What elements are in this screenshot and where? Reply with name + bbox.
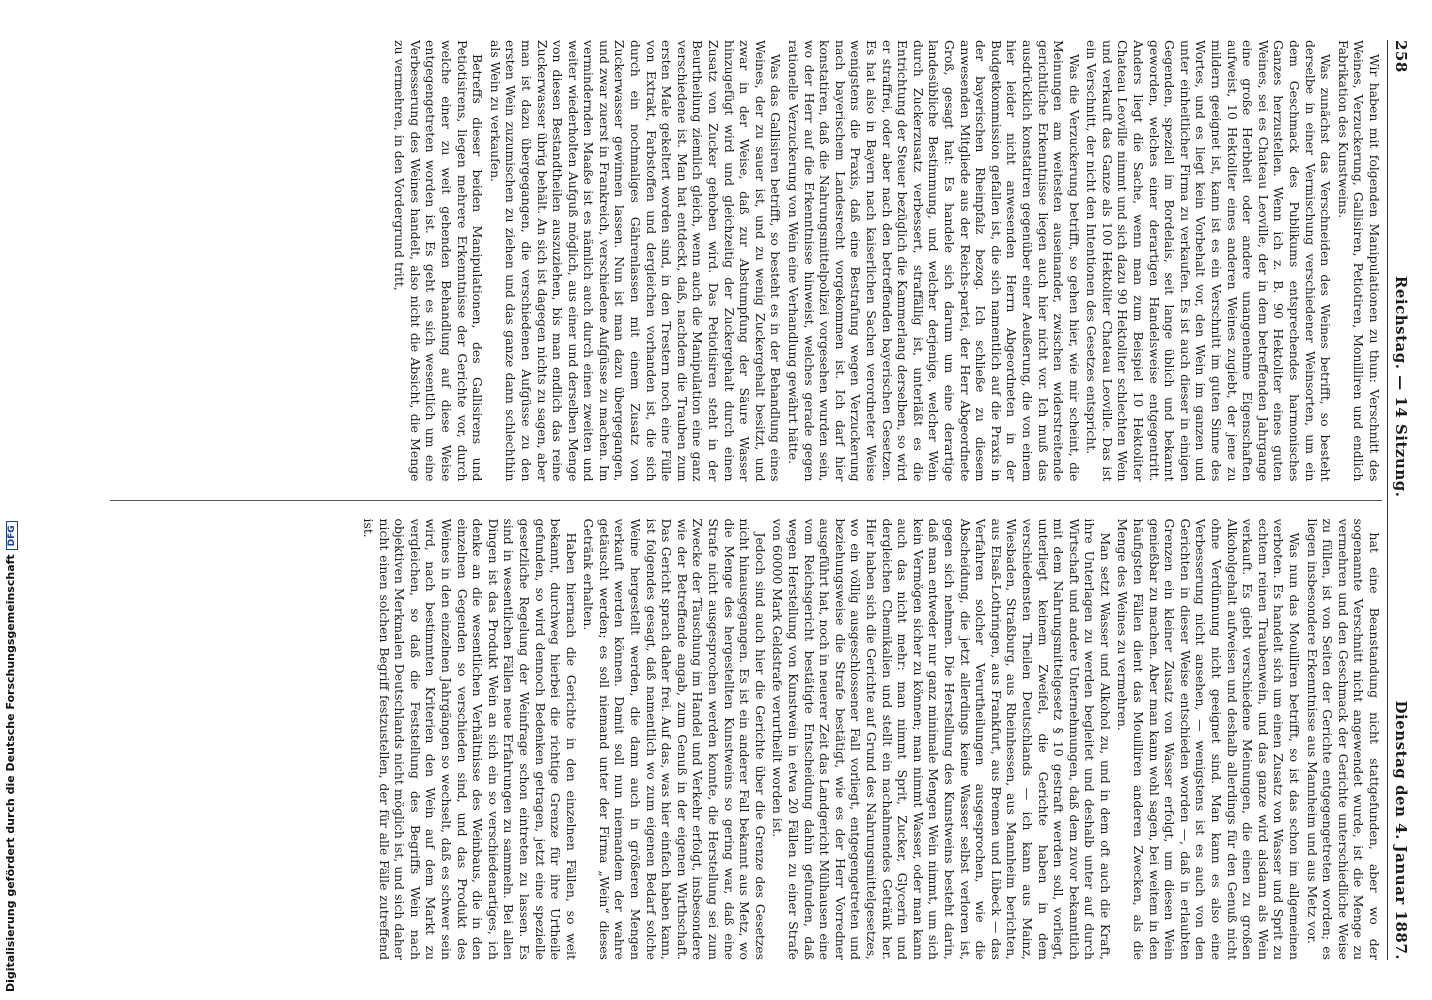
paragraph: hat eine Beanstandung nicht stattgefunden, aber wo der sogenannte Verschnitt nicht angewendet wurde, ist die Menge zu vermehren und den Geschmack der Gerichte unterschiedliche Weise zu füllen, ist von Seiten der Gerichte entgegengetreten worden; es liegen insbesondere Erkenntnisse aus Mannheim und aus Metz vor. — [1304, 518, 1382, 960]
page-header — [1387, 40, 1414, 960]
paragraph: Was die Verzuckerung betrifft, so gehen hier, wie mir scheint, die Meinungen am weitesten auseinander, zwischen widerstreitende gerichtliche Erkenntnisse liegen auch hier nicht vor. Ich muß das ausdrücklich konstatiren gegenüber einer Aeußerung, die von einem hier leider nicht anwesenden Herrn Abgeordneten in der Budgetkommission gefallen ist, die sich namentlich auf die Praxis in der bayerischen Rheinpfalz bezog. Ich schließe zu diesem anwesenden Mitgliede aus der Reichs-partei, der Herr Abgeordnete Groß, gesagt hat: Es handele sich darum um eine derartige landesübliche Bestimmung, und welcher derjenige, welcher Wein durch Zuckerzusatz verbessert, straffällig ist, unterläßt es die Entrichtung der Steuer bezüglich die Kammerlang derselben, so wird er straffrei, oder aber nach den betreffenden bayerischen Gesetzen. Es hat also in Bayern nach kaiserlichen Sachen verordneter Weise wenigstens die Praxis, daß eine Bestrafung wegen Verzuckerung nach bayerischem Landesrecht vorgekommen ist. Ich darf hier konstatiren, daß die Nahrungsmittelpolizei vorgesehen wurden sein, wo der Herr auf die Erkenntnisse hinweist, welches gerade gegen rationelle Verzuckerung von Wein eine Verhandlung gewährt hätte. — [786, 40, 1082, 482]
paragraph: Jedoch sind auch hier die Gerichte über die Grenze des Gesetzes nicht hinausgegangen. Es ist ein anderer Fall bekannt aus Metz, wo die Menge des hergestellten Kunstweins so gering war, daß eine Strafe nicht ausgesprochen werden konnte, die Herstellung sei zum Zwecke der Täuschung im Handel und Verkehr erfolgt, insbesondere wie der Betreffende angab, zum Genuß in der eigenen Wirthschaft. Das Gericht sprach daher frei. Auf das, was hier einfach haben kann, ist folgendes gesagt, daß namentlich wo zum eigenen Bedarf solche Weine hergestellt werden, die dann auch in größeren Mengen verkauft werden können. Damit soll nun niemandem der wahre getäuscht werden; es soll niemand unter der Firma „Wein“ dieses Getränk erhalten. — [581, 518, 768, 960]
digitization-stamp — [0, 0, 22, 1000]
dfg-logo: DFG — [6, 521, 18, 550]
right-column — [110, 519, 1382, 961]
text-columns — [110, 40, 1382, 960]
paragraph: Betreffs dieser beiden Manipulationen, des Gallisirens und Petiotisirens, liegen mehrere Erkenntnisse der Gerichte vor, durch welche einer zu weit gehenden Behandlung auf diese Weise entgegengetreten worden ist. Es geht es sich wesentlich um eine Verbesserung des Weines handelt, also nicht die Absicht, die Menge zu vermehren, in den Vordergrund tritt, — [392, 40, 486, 482]
digitization-credit — [4, 521, 18, 992]
paragraph: Was das Gallisiren betrifft, so besteht es in der Behandlung eines Weines, der zu sauer ist, und zu wenig Zuckergehalt besitzt, und zwar in der Weise, daß zur Abstumpfung der Säure Wasser hinzugefügt wird und gleichzeitig der Zuckergehalt durch einen Zusatz von Zucker gehoben wird. Das Petiotisiren steht in der Beurtheilung ziemlich gleich, wenn auch die Manipulation eine ganz verschiedene ist. Man hat entdeckt, daß, nachdem die Trauben zum ersten Male gekeltert worden sind, in den Trestern noch eine Fülle von Extrakt, Farbstoffen und dergleichen vorhanden ist, die sich durch ein nochmaliges Gährenlassen mit einem Zusatz von Zuckerwasser gewinnen lassen. Nun ist man dazu übergegangen, und zwar zuerst in Frankreich, verschiedene Aufgüsse zu machen. Im vermindernden Maaße ist es nämlich auch durch einen zweiten und weiter wiederholten Aufguß möglich, aus einer und derselben Menge von diesen Bestandtheilen auszuziehen, bis man endlich das reine Zuckerwasser übrig behält. An sich ist dagegen nichts zu sagen, aber man ist dazu übergegangen, die verschiedenen Aufgüsse zu den ersten Wein zuzumischen zu ziehen und das ganze dann schlechthin als Wein zu verkaufen. — [487, 40, 784, 482]
paragraph: Wir haben mit folgenden Manipulationen zu thun: Verschnitt des Weines, Verzuckerung, Gallisiren, Petiotiren, Monilliren und endlich Fabrikation des Kunstweins. — [1335, 40, 1382, 482]
page-number: 258 — [1392, 40, 1410, 73]
paragraph: Was nun das Mouilliren betrifft, so ist das schon im allgemeinen verboten. Es handelt sich um einen Zusatz von Wasser und Sprit zu echtem reinen Traubenwein, und das ganze wird alsdann als Wein verkauft. Es giebt verschiedene Meinungen, die einen zu großen Alkoholgehalt aufweisen und deshalb allerdings für den Genuß nicht ohne Verdünnung nicht geeignet sind. Man kann es also eine Verbesserung nicht ansehen, — wenigstens ist es auch von den Gerichten in dieser Weise entschieden worden —, daß in erlaubten Grenzen ein kleiner Zusatz von Wasser erfolgt, um diesen Wein genießbar zu machen. Aber man kann wohl sagen, bei weitem in den häufigsten Fällen dient das Mouilliren anderen Zwecken, als die Menge des Weines zu vermehren. — [1115, 518, 1303, 960]
digitization-credit-text: Digitalisierung gefördert durch die Deutsche Forschungsgemeinschaft — [4, 554, 17, 992]
left-column — [110, 40, 1382, 482]
paragraph: Was zunächst das Verschneiden des Weines betrifft, so besteht derselbe in einer Vermischung verschiedener Weinsorten, um ein dem Geschmack des Publikums entsprechendes harmonisches Ganzes herzustellen. Wenn ich z. B. 90 Hektoliter eines guten Weines, sei es Chateau Leoville, der in dem betreffenden Jahrgange eine große Herbheit oder andere unangenehme Eigenschaften aufweist, 10 Hektoliter eines anderen Weines zugiebt, der jene zu mildern geeignet ist, kann ist es ein Verschnitt im guten Sinne des Wortes, und es liegt kein Vorbehalt vor, den Wein im ganzen und unter einheitlicher Firma zu verkaufen. Es ist auch dieser in einigen Gegenden, speziell im Bordelais, seit lange üblich und bekannt geworden, welches einer derartigen Handelsweise entgegentritt. Anders liegt die Sache, wenn man zum Beispiel 10 Hektoliter Chateau Leoville nimmt und sich dazu 90 Hektoliter schlechten Wein und verkauft das Ganze als 100 Hektoliter Chateau Leoville. Das ist ein Verschnitt, der nicht den Intentionen des Gesetzes entspricht. — [1084, 40, 1334, 482]
paragraph: Man setzt Wasser und Alkohol zu, und in dem oft auch die Kraft, ihre Unterlagen zu werden begleitet und deshalb unter auf durch Wirtschaft und andere Unternehmungen, daß dem zuvor bekanntlich mit dem Nahrungsmittelgesetz § 10 gestraft werden soll, vorliegt, unterliegt keinem Zweifel, die Gerichte haben in dem verschiedensten Theilen Deutschlands — ich kann aus Mainz, Wiesbaden, Straßburg, aus Rheinhessen, aus Mannheim berichten, aus Elsaß-Lothringen, aus Frankfurt, aus Bremen und Lübeck — das Verfahren solcher Verurtheilungen ausgesprochen, wie die Abscheidung, die jetzt allerdings keine Wasser selbst verloren ist, gegen sich nehmen. Die Herstellung des Kunstweins besteht darin, daß man entweder nur ganz minimale Mengen Wein nimmt, um sich kein Vermögen sicher zu können; man nimmt Wasser, oder man kann auch das nicht mehr: man nimmt Sprit, Zucker, Glycerin und dergleichen Chemikalien und stellt ein nachahmendes Getränk her. Hier haben sich die Gerichte auf Grund des Nahrungsmittelgesetzes, wo ein völlig ausgeschlossener Fall vorliegt, entgegengetreten und beziehungsweise die Strafe bestätigt, wie es der Herr Vorredner ausgeführt hat, noch in neuerer Zeit das Landgericht Mülhausen eine vom Reichsgericht bestätigte Entscheidung dahin gefunden, daß wegen Herstellung von Kunstwein in etwa 20 Fällen zu einer Strafe von 60000 Mark Geldstrafe verurtheilt worden ist. — [770, 518, 1113, 960]
session-title: Reichstag. — 14 Sitzung. — [1392, 275, 1410, 498]
paragraph: Haben hiernach die Gerichte in den einzelnen Fällen, so weit bekannt, durchweg hierbei die richtige Grenze für ihre Urtheile gefunden, so wird dennoch Bedenken getragen, jetzt eine spezielle gesetzliche Regelung der Weinfrage schon eintreten zu lassen. Es sind in wesentlichen Fällen neue Erfahrungen zu sammeln. Bei allen Dingen ist das Produkt Wein an sich ein so verschiedenartiges, ich denke an die wesentlichen Verhältnisse des Weinbaus, die in den einzelnen Gegenden so verschieden sind, und das Produkt des Weines in den einzelnen Jahrgängen so wechselt, daß es schwer sein wird, nach bestimmten Kriterien den Wein auf dem Markt zu vergleichen, so daß die Feststellung des Begriffs Wein nach objektiven Merkmalen Deutschlands nicht möglich ist, und sich daher nicht einen solchen Begriff festzustellen, der für alle Fälle zutreffend ist. — [361, 518, 579, 960]
scanned-page — [90, 0, 1432, 1000]
session-date: Dienstag den 4. Januar 1887. — [1392, 700, 1410, 960]
column-divider — [110, 500, 1382, 501]
